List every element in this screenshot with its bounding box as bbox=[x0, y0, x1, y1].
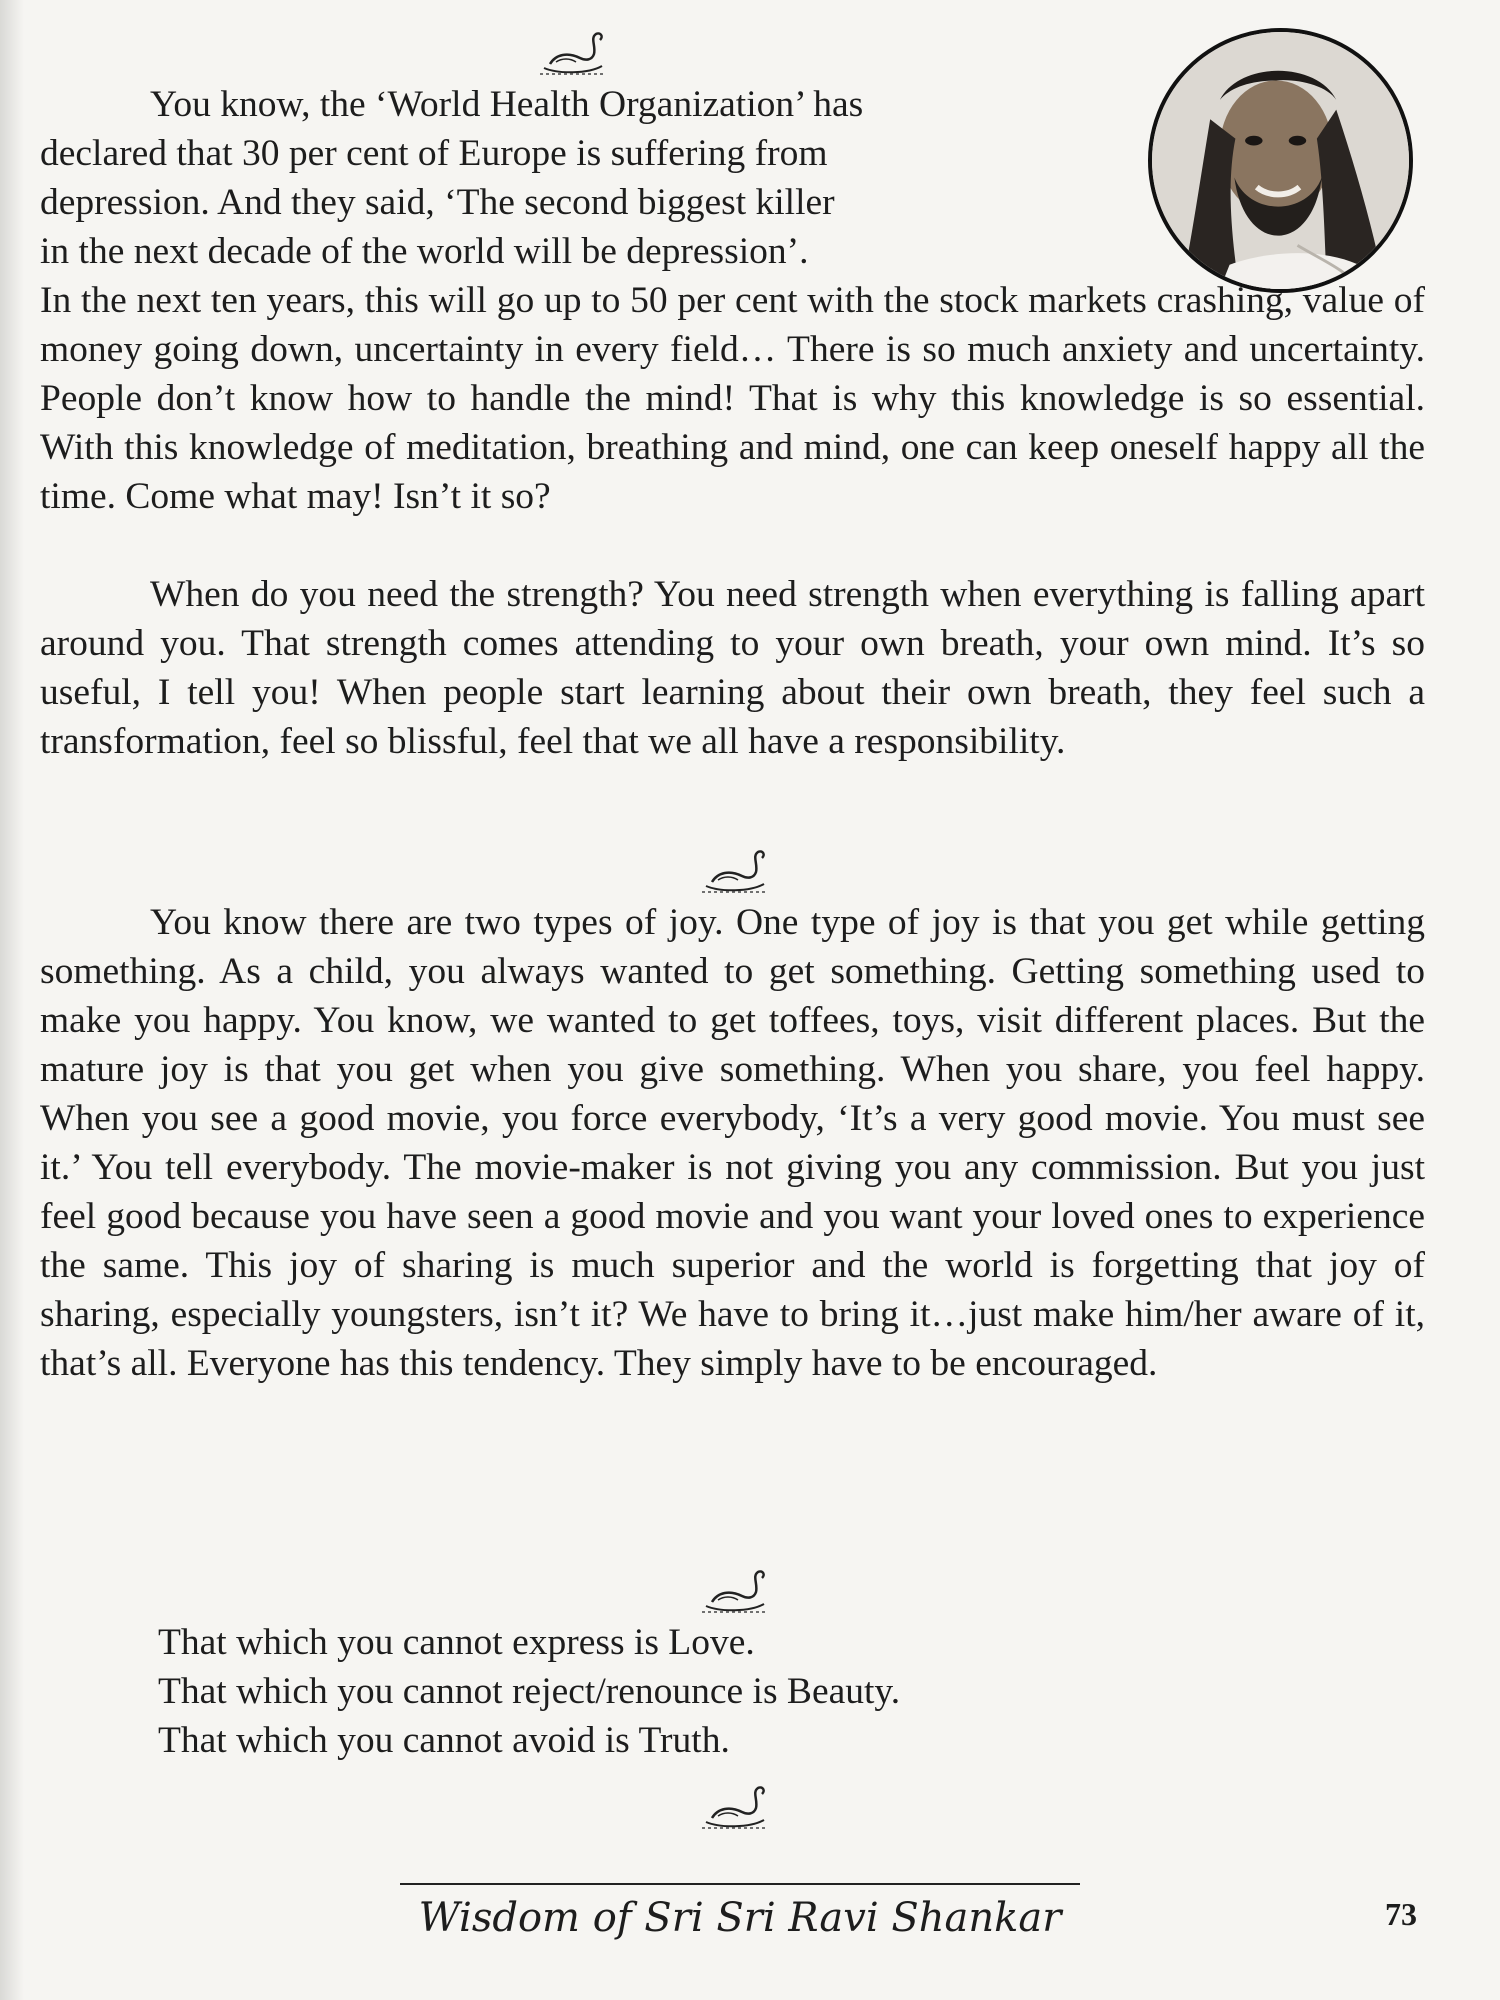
quote-beauty: That which you cannot reject/renounce is Beauty. bbox=[158, 1671, 901, 1712]
paragraph-2: When do you need the strength? You need strength when everything is falling apart around you. That strength comes attending to your own breath, your own mind. It’s so useful, I tell you! When people start learning about their own breath, they feel such a transformation, feel so blissful, feel that we all have a responsibility. bbox=[40, 574, 1425, 762]
page-edge-shadow bbox=[0, 0, 24, 2000]
swan-icon bbox=[690, 1562, 780, 1618]
footer-rule bbox=[400, 1883, 1080, 1885]
book-title: Wisdom of Sri Sri Ravi Shankar bbox=[418, 1895, 1062, 1941]
quote-truth: That which you cannot avoid is Truth. bbox=[158, 1720, 730, 1761]
paragraph-1-line-3: depression. And they said, ‘The second biggest killer bbox=[40, 182, 835, 223]
portrait-photo bbox=[1148, 28, 1413, 293]
paragraph-1-line-1: You know, the ‘World Health Organization’ has bbox=[150, 84, 864, 125]
paragraph-1-line-2: declared that 30 per cent of Europe is suffering from bbox=[40, 133, 828, 174]
paragraph-1-line-4: in the next decade of the world will be depression’. bbox=[40, 231, 809, 272]
paragraph-1-rest: In the next ten years, this will go up to 50 per cent with the stock markets crashing, value of money going down, uncertainty in every field… There is so much anxiety and uncertainty. People don’t know how to handle the mind! That is why this knowledge is so essential. With this knowledge of meditation, breathing and mind, one can keep oneself happy all the time. Come what may! Isn’t it so? bbox=[40, 280, 1425, 517]
swan-icon bbox=[528, 24, 618, 80]
page-number: 73 bbox=[1385, 1896, 1417, 1932]
swan-icon bbox=[690, 842, 780, 898]
swan-icon bbox=[690, 1778, 780, 1834]
paragraph-3: You know there are two types of joy. One type of joy is that you get while getting something. As a child, you always wanted to get something. Getting something used to make you happy. You know, we wanted to get toffees, toys, visit different places. But the mature joy is that you get when you give something. When you share, you feel happy. When you see a good movie, you force everybody, ‘It’s a very good movie. You must see it.’ You tell everybody. The movie-maker is not giving you any commission. But you just feel good because you have seen a good movie and you want your loved ones to experience the same. This joy of sharing is much superior and the world is forgetting that joy of sharing, especially youngsters, isn’t it? We have to bring it…just make him/her aware of it, that’s all. Everyone has this tendency. They simply have to be encouraged. bbox=[40, 902, 1425, 1384]
quote-love: That which you cannot express is Love. bbox=[158, 1622, 755, 1663]
